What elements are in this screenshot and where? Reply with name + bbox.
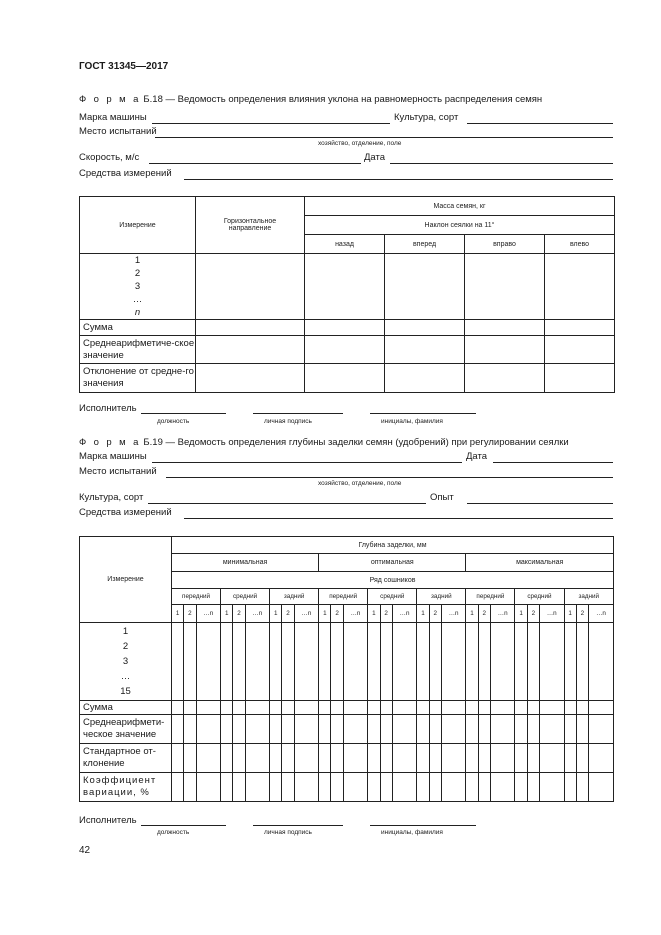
form19-cell[interactable] [233,744,245,773]
form19-cell[interactable] [380,701,392,715]
form18-machine-label: Марка машины [79,112,147,123]
form19-cell[interactable] [343,715,368,744]
form19-cell[interactable] [380,773,392,802]
form19-cell[interactable] [466,701,478,715]
form19-cell[interactable] [282,715,294,744]
form19-cell[interactable] [490,623,515,701]
form19-cell[interactable] [196,715,221,744]
form19-table [79,536,614,802]
form19-cell[interactable] [429,623,441,701]
form18-cell[interactable] [196,336,305,364]
form19-cell[interactable] [392,773,417,802]
form19-opener-position: задний [564,589,614,605]
form19-cell[interactable] [294,701,319,715]
form19-cell[interactable] [527,701,539,715]
form19-experiment-line[interactable] [467,503,613,504]
form18-form-word: Ф о р м а [79,94,141,105]
form19-form-word: Ф о р м а [79,437,141,448]
form19-cell[interactable] [539,623,564,701]
form19-cell[interactable] [515,715,527,744]
form19-sub-col: 1 [368,605,380,623]
form19-cell[interactable] [282,623,294,701]
form18-direction-right: вправо [465,235,545,254]
form18-cell[interactable] [385,364,465,393]
form19-opener-position: задний [270,589,319,605]
form18-direction-forward: вперед [385,235,465,254]
form19-cell[interactable] [368,773,380,802]
form19-depth-group: оптимальная [319,554,466,572]
form19-cell[interactable] [331,773,343,802]
form19-experiment-label: Опыт [430,492,454,503]
form18-cell[interactable] [196,254,305,320]
form19-sub-col: 1 [466,605,478,623]
form18-cell[interactable] [305,336,385,364]
form19-cell[interactable] [576,773,588,802]
form18-speed-line[interactable] [149,163,361,164]
form19-signature-hint: личная подпись [264,829,312,836]
form19-cell[interactable] [515,701,527,715]
form18-cell[interactable] [545,336,615,364]
form19-cell[interactable] [245,623,270,701]
form19-executor-label: Исполнитель [79,815,137,826]
standard-number: ГОСТ 31345—2017 [79,61,169,72]
form19-cell[interactable] [429,701,441,715]
form19-cell[interactable] [589,701,614,715]
form19-cell[interactable] [319,715,331,744]
form19-sum-label: Сумма [80,701,172,715]
form19-cell[interactable] [184,773,196,802]
form19-sub-col: …n [343,605,368,623]
form19-cell[interactable] [270,623,282,701]
form19-place-line[interactable] [166,477,613,478]
page-number: 42 [79,845,91,856]
form18-name-hint: инициалы, фамилия [381,418,443,425]
form19-row-openers-header: Ряд сошников [172,572,614,589]
form18-cell[interactable] [385,320,465,336]
form19-cell[interactable] [172,715,184,744]
form19-title: Б.19 — Ведомость определения глубины заделки семян (удобрений) при регулировании сеялки [143,437,569,448]
form18-cell[interactable] [465,254,545,320]
form19-cell[interactable] [576,744,588,773]
form19-cell[interactable] [294,773,319,802]
form19-place-hint: хозяйство, отделение, поле [318,480,402,487]
form19-number: 15 [120,686,131,697]
form19-sub-col: 2 [527,605,539,623]
form19-sub-col: …n [294,605,319,623]
form19-sub-col: 1 [270,605,282,623]
form19-cell[interactable] [343,623,368,701]
form19-cell[interactable] [589,773,614,802]
form19-cell[interactable] [589,744,614,773]
form19-cell[interactable] [392,715,417,744]
form19-cell[interactable] [429,773,441,802]
form18-mass-header: Масса семян, кг [305,197,615,216]
form18-direction-left: влево [545,235,615,254]
form19-cell[interactable] [466,773,478,802]
form19-cell[interactable] [576,701,588,715]
form19-cell[interactable] [466,623,478,701]
form19-sub-col: …n [539,605,564,623]
form19-cell[interactable] [478,773,490,802]
form18-number: 1 [134,255,141,266]
form18-number: n [134,307,141,318]
form19-cell[interactable] [184,623,196,701]
form19-depth-group: максимальная [466,554,614,572]
form19-cell[interactable] [319,744,331,773]
form19-cell[interactable] [539,744,564,773]
form19-cell[interactable] [196,744,221,773]
form19-cell[interactable] [319,701,331,715]
form18-measurement-header: Измерение [80,197,196,254]
form19-sub-col: 1 [564,605,576,623]
form18-direction-back: назад [305,235,385,254]
form19-cell[interactable] [233,773,245,802]
form19-machine-label: Марка машины [79,451,147,462]
form18-mean-label: Среднеарифметиче-ское значение [80,336,196,364]
form19-opener-position: средний [221,589,270,605]
form19-sub-col: …n [441,605,466,623]
form18-signature-hint: личная подпись [264,418,312,425]
form19-number: 1 [122,626,129,637]
form19-cell[interactable] [441,715,466,744]
form19-signature-line[interactable] [253,825,343,826]
form19-cell[interactable] [221,701,233,715]
form19-cell[interactable] [490,715,515,744]
form18-place-line[interactable] [155,137,613,138]
form19-cell[interactable] [196,623,221,701]
form18-title-line [79,94,542,105]
form19-cell[interactable] [368,715,380,744]
form19-cell[interactable] [539,701,564,715]
form18-sum-label: Сумма [80,320,196,336]
form19-cell[interactable] [527,773,539,802]
form19-sub-col: 2 [380,605,392,623]
form19-cell[interactable] [172,623,184,701]
form19-cell[interactable] [441,701,466,715]
form18-cell[interactable] [196,364,305,393]
form19-cell[interactable] [417,623,429,701]
form19-cell[interactable] [282,773,294,802]
form19-cell[interactable] [343,701,368,715]
form19-cell[interactable] [221,715,233,744]
form19-cell[interactable] [245,715,270,744]
form19-cell[interactable] [233,701,245,715]
form19-cell[interactable] [564,701,576,715]
form19-cell[interactable] [270,715,282,744]
form19-instruments-label: Средства измерений [79,507,172,518]
form19-cell[interactable] [172,773,184,802]
form18-table [79,196,615,393]
form19-cell[interactable] [331,623,343,701]
form19-number: 3 [122,656,129,667]
form19-cell[interactable] [282,701,294,715]
form19-opener-position: средний [368,589,417,605]
form19-cell[interactable] [478,744,490,773]
form19-number: 2 [122,641,129,652]
form19-cell[interactable] [368,744,380,773]
form19-cell[interactable] [515,744,527,773]
form19-cell[interactable] [172,744,184,773]
form18-cell[interactable] [305,254,385,320]
form19-cell[interactable] [184,715,196,744]
form18-instruments-line[interactable] [184,179,613,180]
form19-cell[interactable] [429,744,441,773]
form19-cell[interactable] [282,744,294,773]
form19-cell[interactable] [441,744,466,773]
form19-cell[interactable] [564,744,576,773]
form18-cell[interactable] [545,254,615,320]
form19-cell[interactable] [490,744,515,773]
form19-cell[interactable] [380,744,392,773]
form19-measurement-header: Измерение [80,537,172,623]
form19-cell[interactable] [564,715,576,744]
form18-cell[interactable] [196,320,305,336]
form18-position-line[interactable] [141,413,226,414]
form19-cell[interactable] [417,715,429,744]
form18-number: 3 [134,281,141,292]
form19-position-hint: должность [157,829,190,836]
form19-sub-col: 1 [172,605,184,623]
form19-cell[interactable] [515,773,527,802]
form18-cell[interactable] [465,336,545,364]
form19-cell[interactable] [270,773,282,802]
form19-sub-col: 1 [417,605,429,623]
form19-cell[interactable] [466,715,478,744]
form19-sub-col: 2 [576,605,588,623]
form19-cell[interactable] [294,744,319,773]
form19-title-line [79,437,569,448]
form19-sub-col: 2 [478,605,490,623]
form19-depth-group: минимальная [172,554,319,572]
form19-cell[interactable] [233,715,245,744]
form18-date-line[interactable] [390,163,613,164]
form19-cell[interactable] [221,773,233,802]
form19-cell[interactable] [539,715,564,744]
form19-cell[interactable] [245,701,270,715]
form19-sub-col: 2 [331,605,343,623]
form19-cell[interactable] [319,623,331,701]
form19-cell[interactable] [270,744,282,773]
form19-sub-col: …n [490,605,515,623]
form19-sub-col: 2 [233,605,245,623]
form19-sub-col: 1 [319,605,331,623]
form19-crop-line[interactable] [148,503,426,504]
form19-cell[interactable] [368,623,380,701]
form19-position-line[interactable] [141,825,226,826]
form19-cell[interactable] [589,623,614,701]
form19-cell[interactable] [368,701,380,715]
form19-cell[interactable] [466,744,478,773]
form18-machine-line[interactable] [152,123,390,124]
form18-cell[interactable] [385,336,465,364]
form19-cell[interactable] [576,623,588,701]
form19-cell[interactable] [331,744,343,773]
form18-cell[interactable] [545,320,615,336]
form19-cell[interactable] [319,773,331,802]
form19-cell[interactable] [245,773,270,802]
form19-instruments-line[interactable] [184,518,613,519]
form18-crop-line[interactable] [467,123,613,124]
form18-number: … [132,294,143,305]
form19-cell[interactable] [527,623,539,701]
form19-cell[interactable] [233,623,245,701]
form19-cell[interactable] [478,701,490,715]
form19-date-line[interactable] [493,462,613,463]
form19-cell[interactable] [331,715,343,744]
form19-cell[interactable] [380,715,392,744]
form18-instruments-label: Средства измерений [79,168,172,179]
form19-cell[interactable] [539,773,564,802]
form19-name-line[interactable] [370,825,476,826]
form19-cell[interactable] [564,773,576,802]
form18-date-label: Дата [364,152,386,163]
form19-cell[interactable] [196,773,221,802]
form19-number: … [120,671,131,682]
form18-cell[interactable] [545,364,615,393]
form19-place-label: Место испытаний [79,466,157,477]
form18-position-hint: должность [157,418,190,425]
form19-cell[interactable] [184,701,196,715]
form19-machine-line[interactable] [152,462,462,463]
form18-cell[interactable] [465,320,545,336]
form19-cell[interactable] [515,623,527,701]
form19-cell[interactable] [527,744,539,773]
form19-cell[interactable] [294,715,319,744]
form19-number-list [80,623,172,701]
form18-place-label: Место испытаний [79,126,157,137]
form18-place-hint: хозяйство, отделение, поле [318,140,402,147]
form19-opener-position: передний [466,589,515,605]
form18-cell[interactable] [305,364,385,393]
form19-cell[interactable] [184,744,196,773]
form19-sub-col: 2 [282,605,294,623]
form19-sub-col: …n [196,605,221,623]
form19-sub-col: 2 [429,605,441,623]
form18-horizontal-header: Горизонтальное направление [196,197,305,254]
form18-cell[interactable] [305,320,385,336]
form19-sub-col: 2 [184,605,196,623]
form19-cell[interactable] [576,715,588,744]
form19-cell[interactable] [343,744,368,773]
form19-sub-col: …n [392,605,417,623]
form18-number: 2 [134,268,141,279]
form19-cell[interactable] [589,715,614,744]
form19-cell[interactable] [392,623,417,701]
form19-opener-position: передний [172,589,221,605]
form19-name-hint: инициалы, фамилия [381,829,443,836]
form19-cell[interactable] [564,623,576,701]
form19-cell[interactable] [221,623,233,701]
form19-cell[interactable] [490,701,515,715]
form19-cell[interactable] [441,773,466,802]
form19-cell[interactable] [527,715,539,744]
form19-sub-col: …n [245,605,270,623]
form19-cell[interactable] [392,744,417,773]
form19-sub-col: 1 [515,605,527,623]
form19-sub-col: 1 [221,605,233,623]
form18-cell[interactable] [465,364,545,393]
form19-cell[interactable] [294,623,319,701]
form19-opener-position: средний [515,589,564,605]
form18-tilt-header: Наклон сеялки на 11° [305,216,615,235]
form19-cell[interactable] [221,744,233,773]
form18-speed-label: Скорость, м/с [79,152,140,163]
form19-cell[interactable] [429,715,441,744]
form19-cell[interactable] [441,623,466,701]
form19-cell[interactable] [490,773,515,802]
form19-depth-header: Глубина заделки, мм [172,537,614,554]
form19-crop-label: Культура, сорт [79,492,144,503]
form19-cell[interactable] [331,701,343,715]
form19-cell[interactable] [478,623,490,701]
form19-cell[interactable] [172,701,184,715]
form19-cv-label: Коэффициент вариации, % [80,773,172,802]
form19-cell[interactable] [478,715,490,744]
form19-cell[interactable] [417,773,429,802]
form19-stddev-label: Стандартное от-клонение [80,744,172,773]
form18-signature-line[interactable] [253,413,343,414]
form19-cell[interactable] [343,773,368,802]
form19-opener-position: задний [417,589,466,605]
form18-deviation-label: Отклонение от средне-го значения [80,364,196,393]
form19-cell[interactable] [245,744,270,773]
form19-cell[interactable] [392,701,417,715]
form18-name-line[interactable] [370,413,476,414]
form18-number-list [80,254,196,320]
form19-opener-position: передний [319,589,368,605]
form19-date-label: Дата [466,451,488,462]
form18-executor-label: Исполнитель [79,403,137,414]
form18-title: Б.18 — Ведомость определения влияния уклона на равномерность распределения семян [143,94,543,105]
form18-crop-label: Культура, сорт [394,112,459,123]
form18-cell[interactable] [385,254,465,320]
form19-cell[interactable] [270,701,282,715]
form19-sub-col: …n [589,605,614,623]
form19-cell[interactable] [196,701,221,715]
form19-mean-label: Среднеарифмети-ческое значение [80,715,172,744]
form19-cell[interactable] [380,623,392,701]
form19-cell[interactable] [417,701,429,715]
form19-cell[interactable] [417,744,429,773]
